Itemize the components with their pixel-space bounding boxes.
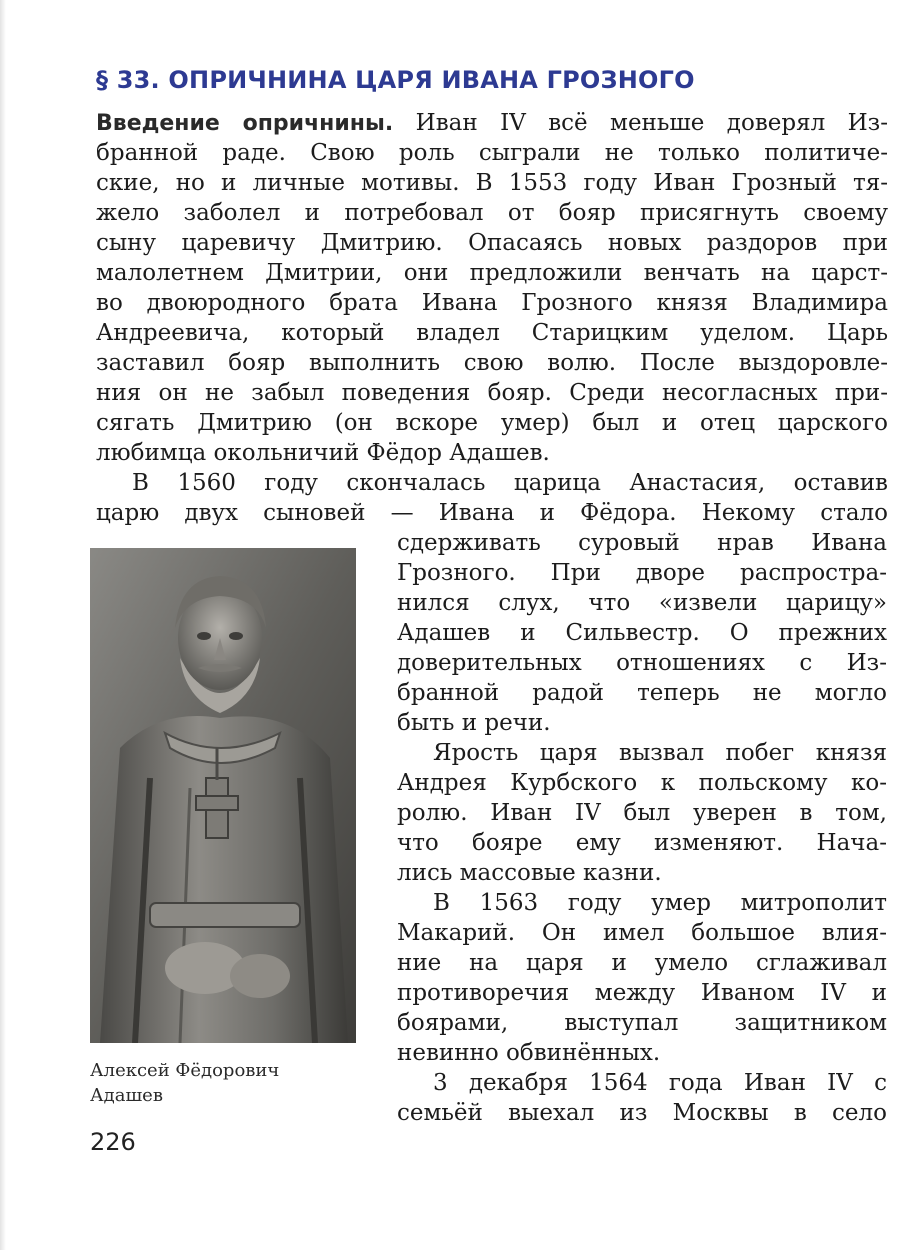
paragraph4-line: Макарий. Он имел большое влия-	[397, 920, 887, 946]
paragraph2-line: быть и речи.	[397, 710, 551, 736]
paragraph1-line: малолетнем Дмитрии, они предложили венчать на царст-	[96, 260, 888, 286]
paragraph2-line: сдерживать суровый нрав Ивана	[397, 530, 887, 556]
adashev-sculpture-photo	[90, 548, 356, 1043]
paragraph1-line: Андреевича, который владел Старицким уделом. Царь	[96, 320, 888, 346]
paragraph2-line: царю двух сыновей — Ивана и Фёдора. Некому стало	[96, 500, 888, 526]
paragraph1-line: любимца окольничий Фёдор Адашев.	[96, 440, 550, 466]
paragraph1-line: жело заболел и потребовал от бояр присягнуть своему	[96, 200, 888, 226]
paragraph3-line: Андрея Курбского к польскому ко-	[397, 770, 887, 796]
paragraph4-line: боярами, выступал защитником	[397, 1010, 887, 1036]
paragraph5-line: 3 декабря 1564 года Иван IV с	[433, 1070, 887, 1096]
section-heading: § 33. ОПРИЧНИНА ЦАРЯ ИВАНА ГРОЗНОГО	[96, 66, 695, 94]
paragraph2-line: доверительных отношениях с Из-	[397, 650, 887, 676]
paragraph3-line: что бояре ему изменяют. Нача-	[397, 830, 887, 856]
caption-line: Алексей Фёдорович	[90, 1060, 280, 1081]
paragraph2-line: В 1560 году скончалась царица Анастасия, оставив	[132, 470, 888, 496]
paragraph5-line: семьёй выехал из Москвы в село	[397, 1100, 887, 1126]
paragraph1-lead: Введение опричнины.	[96, 111, 394, 136]
page-spine-shadow	[0, 0, 6, 1250]
paragraph3-line: Ярость царя вызвал побег князя	[433, 740, 887, 766]
paragraph2-line: Адашев и Сильвестр. О прежних	[397, 620, 887, 646]
paragraph1-line	[96, 108, 888, 139]
paragraph1-line: ские, но и личные мотивы. В 1553 году Иван Грозный тя-	[96, 170, 888, 196]
paragraph1-line: сягать Дмитрию (он вскоре умер) был и отец царского	[96, 410, 888, 436]
figure-caption	[90, 1058, 279, 1108]
paragraph2-line: нился слух, что «извели царицу»	[397, 590, 887, 616]
page-number: 226	[90, 1128, 136, 1156]
paragraph4-line: В 1563 году умер митрополит	[433, 890, 887, 916]
paragraph1-line: во двоюродного брата Ивана Грозного князя Владимира	[96, 290, 888, 316]
paragraph3-line: ролю. Иван IV был уверен в том,	[397, 800, 887, 826]
paragraph1-line: сыну царевичу Дмитрию. Опасаясь новых раздоров при	[96, 230, 888, 256]
paragraph4-line: ние на царя и умело сглаживал	[397, 950, 887, 976]
paragraph1-line-text: Иван IV всё меньше доверял Из-	[415, 110, 888, 136]
paragraph4-line: противоречия между Иваном IV и	[397, 980, 887, 1006]
paragraph3-line: лись массовые казни.	[397, 860, 662, 886]
paragraph1-line: бранной раде. Свою роль сыграли не только политиче-	[96, 140, 888, 166]
paragraph4-line: невинно обвинённых.	[397, 1040, 661, 1066]
caption-line: Адашев	[90, 1085, 163, 1106]
paragraph2-line: бранной радой теперь не могло	[397, 680, 887, 706]
paragraph1-line: заставил бояр выполнить свою волю. После выздоровле-	[96, 350, 888, 376]
paragraph2-line: Грозного. При дворе распростра-	[397, 560, 887, 586]
sculpture-illustration	[90, 548, 356, 1043]
paragraph1-line: ния он не забыл поведения бояр. Среди несогласных при-	[96, 380, 888, 406]
